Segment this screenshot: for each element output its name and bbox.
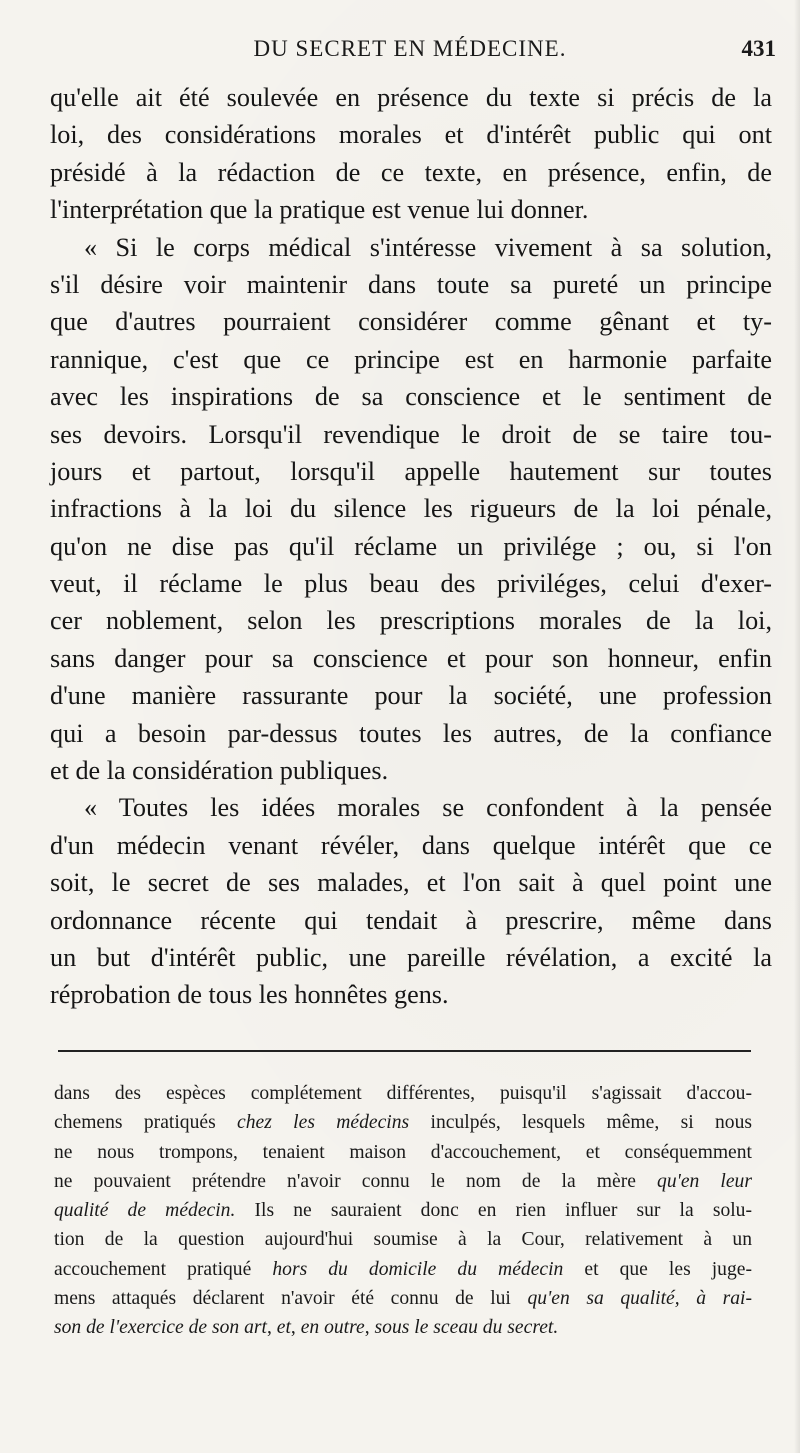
footnote-line: [54, 1284, 752, 1313]
footnote-italic-text: sous le sceau du secret.: [374, 1317, 559, 1339]
paragraph-1: [50, 79, 772, 229]
footnote-italic-text: en outre: [300, 1317, 365, 1339]
text-line: d'un médecin venant révéler, dans quelque intérêt que ce: [50, 830, 772, 860]
footnote-text: inculpés, lesquels même, si nous: [409, 1112, 753, 1134]
text-line: que d'autres pourraient considérer comme gênant et ty-: [50, 307, 772, 337]
footnote-italic-text: chez les médecins: [237, 1112, 410, 1134]
footnote-line: [54, 1138, 752, 1167]
text-line: « Toutes les idées morales se confondent à la pensée: [84, 793, 772, 823]
footnote-text: tion de la question aujourd'hui soumise à la Cour, relativement à un: [54, 1229, 752, 1251]
text-line: qui a besoin par-dessus toutes les autres, de la confiance: [50, 718, 772, 748]
footnote-text: ,: [364, 1317, 375, 1339]
text-line: rannique, c'est que ce principe est en harmonie parfaite: [50, 344, 772, 374]
footnote-line: [54, 1167, 752, 1196]
footnote-line: [54, 1225, 752, 1254]
text-line: « Si le corps médical s'intéresse vivement à sa solution,: [84, 232, 772, 262]
running-title: DU SECRET EN MÉDECINE.: [253, 36, 567, 61]
footnote-separator: [58, 1050, 751, 1052]
footnote-text: accouchement pratiqué: [54, 1258, 273, 1280]
footnote-text: et que les juge-: [563, 1258, 752, 1280]
footnote-text: mens attaqués déclarent n'avoir été connu de lui: [54, 1288, 528, 1310]
footnote-text: ne pouvaient prétendre n'avoir connu le nom de la mère: [54, 1170, 658, 1192]
footnote-italic-text: qu'en leur: [657, 1170, 752, 1192]
text-line: présidé à la rédaction de ce texte, en présence, enfin, de: [50, 157, 772, 187]
footnote-line: [54, 1079, 752, 1108]
text-line: qu'on ne dise pas qu'il réclame un privilége ; ou, si l'on: [50, 531, 772, 561]
footnote: [54, 1079, 752, 1343]
paragraph-2: [50, 229, 772, 790]
text-line: qu'elle ait été soulevée en présence du texte si précis de la: [50, 83, 772, 112]
text-line: jours et partout, lorsqu'il appelle hautement sur toutes: [50, 456, 772, 486]
footnote-text: dans des espèces complétement différentes, puisqu'il s'agissait d'accou-: [54, 1083, 752, 1104]
text-line: avec les inspirations de sa conscience et le sentiment de: [50, 382, 772, 412]
footnote-italic-text: son de l'exercice de son art: [54, 1317, 267, 1339]
text-line: et de la considération publiques.: [50, 756, 389, 786]
paragraph-3: [50, 789, 772, 1013]
text-line: réprobation de tous les honnêtes gens.: [50, 980, 449, 1010]
text-line: soit, le secret de ses malades, et l'on sait à quel point une: [50, 868, 772, 898]
footnote-italic-text: et: [276, 1317, 291, 1339]
footnote-italic-text: qualité de médecin.: [54, 1200, 236, 1222]
text-line: l'interprétation que la pratique est venue lui donner.: [50, 195, 589, 225]
footnote-text: Ils ne sauraient donc en rien influer sur la solu-: [235, 1200, 753, 1222]
text-line: ses devoirs. Lorsqu'il revendique le droit de se taire tou-: [50, 419, 772, 449]
text-line: s'il désire voir maintenir dans toute sa pureté un principe: [50, 269, 772, 299]
footnote-text: chemens pratiqués: [54, 1112, 238, 1134]
footnote-text: ,: [266, 1317, 277, 1339]
footnote-italic-text: hors du domicile du médecin: [272, 1258, 564, 1280]
footnote-line: [54, 1313, 752, 1342]
text-line: d'une manière rassurante pour la société, une profession: [50, 681, 772, 711]
text-line: loi, des considérations morales et d'intérêt public qui ont: [50, 120, 772, 150]
text-line: veut, il réclame le plus beau des priviléges, celui d'exer-: [50, 569, 772, 599]
main-text: [50, 79, 772, 1014]
text-line: un but d'intérêt public, une pareille révélation, a excité la: [50, 942, 772, 972]
page-edge-shadow: [794, 0, 800, 1453]
page-number: 431: [741, 36, 776, 61]
text-line: cer noblement, selon les prescriptions morales de la loi,: [50, 606, 772, 636]
footnote-italic-text: qu'en sa qualité, à rai-: [527, 1288, 752, 1310]
footnote-line: [54, 1108, 752, 1137]
page-header: [50, 36, 776, 76]
text-line: ordonnance récente qui tendait à prescrire, même dans: [50, 905, 772, 935]
footnote-text: ne nous trompons, tenaient maison d'accouchement, et conséquemment: [54, 1141, 752, 1163]
footnote-line: [54, 1196, 752, 1225]
text-line: infractions à la loi du silence les rigueurs de la loi pénale,: [50, 494, 772, 524]
footnote-text: ,: [290, 1317, 301, 1339]
footnote-line: [54, 1255, 752, 1284]
text-line: sans danger pour sa conscience et pour son honneur, enfin: [50, 643, 772, 673]
